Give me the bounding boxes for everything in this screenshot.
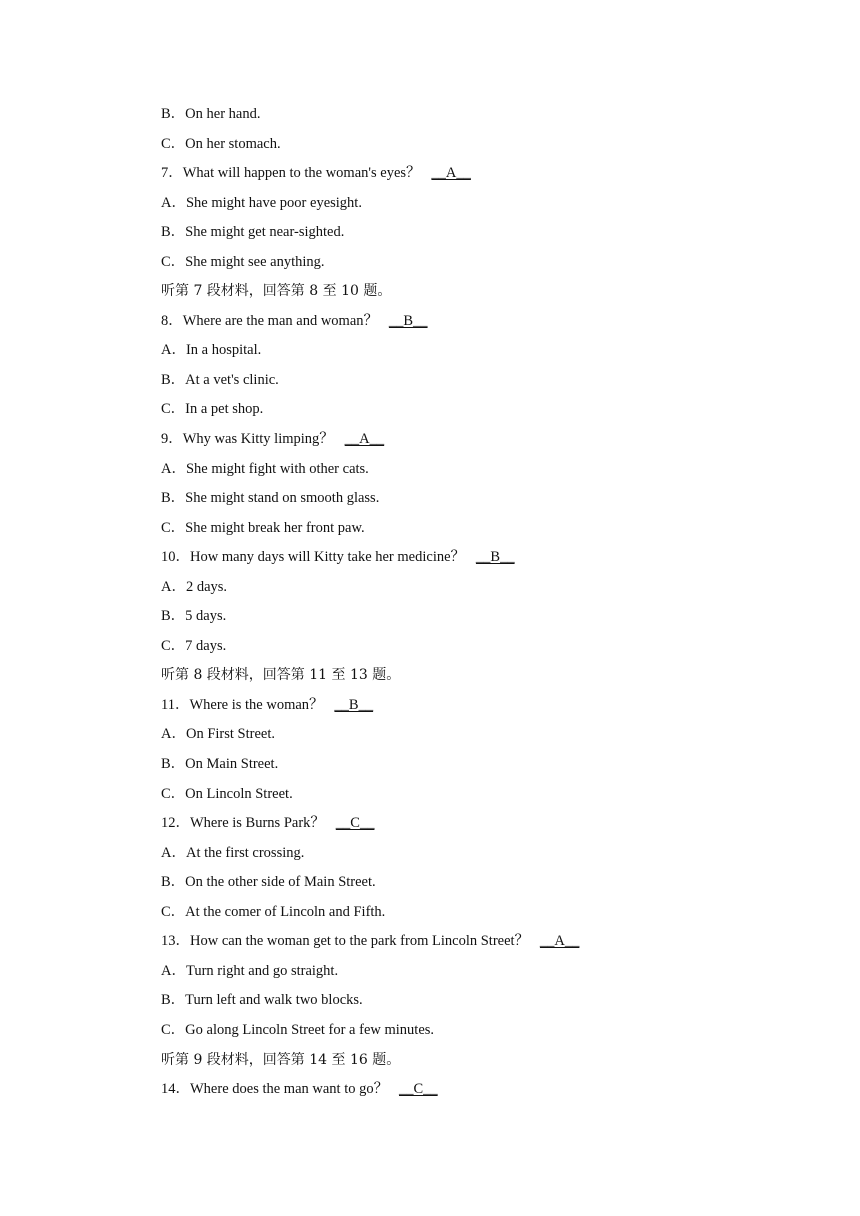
question-line [161,813,801,843]
answer-gap [465,549,476,565]
answer-gap [388,1081,399,1097]
option-line: B．5 days. [161,608,227,625]
option-line: A．At the first crossing. [161,844,305,861]
question-text: 13．How can the woman get to the park from Lincoln Street？ [161,933,530,950]
section-heading: 听第 9 段材料，回答第 14 至 16 题。 [161,1051,401,1068]
question-text: 8．Where are the man and woman？ [161,312,379,329]
option-line: C．On Lincoln Street. [161,785,293,802]
answer-gap [324,697,335,713]
option-line: B．On Main Street. [161,756,279,773]
answer-gap [529,933,540,949]
question-text: 10．How many days will Kitty take her medicine？ [161,549,466,566]
option-line: B．On her hand. [161,106,261,122]
question-line [161,931,801,961]
question-line [161,547,801,577]
answer-blank: __C__ [398,1081,438,1098]
question-line [161,1079,801,1109]
answer-blank: __A__ [431,165,471,182]
option-line: A．She might fight with other cats. [161,460,369,477]
question-line [161,429,801,459]
answer-gap [334,431,345,447]
answer-blank: __A__ [344,431,385,448]
answer-blank: __B__ [334,696,374,713]
option-line: C．Go along Lincoln Street for a few minutes. [161,1021,435,1038]
option-line: C．7 days. [161,637,227,654]
question-text: 7．What will happen to the woman's eyes？ [161,165,421,182]
question-text: 12．Where is Burns Park？ [161,815,325,832]
question-line [161,695,801,725]
answer-gap [421,165,432,181]
option-line: C．She might break her front paw. [161,519,365,536]
option-line: B．Turn left and walk two blocks. [161,992,363,1009]
option-line: A．Turn right and go straight. [161,962,339,979]
option-line: A．She might have poor eyesight. [161,194,362,211]
option-line: A．2 days. [161,578,228,595]
question-list [161,104,801,1109]
answer-gap [378,313,389,329]
answer-blank: __C__ [335,815,375,832]
answer-blank: __A__ [539,933,580,950]
option-line: B．On the other side of Main Street. [161,874,376,891]
option-line: B．She might stand on smooth glass. [161,490,380,507]
option-line: C．On her stomach. [161,135,281,152]
answer-blank: __B__ [475,549,515,566]
option-line: A．In a hospital. [161,342,262,359]
answer-gap [325,815,336,831]
option-line: B．At a vet's clinic. [161,371,279,388]
question-line [161,163,801,193]
section-heading: 听第 8 段材料，回答第 11 至 13 题。 [161,667,401,684]
answer-blank: __B__ [388,312,428,329]
option-line: C．At the comer of Lincoln and Fifth. [161,903,386,920]
question-text: 9．Why was Kitty limping？ [161,431,334,448]
option-line: B．She might get near-sighted. [161,224,345,241]
option-line: A．On First Street. [161,726,275,743]
section-heading: 听第 7 段材料，回答第 8 至 10 题。 [161,283,392,300]
question-line [161,311,801,341]
question-text: 14．Where does the man want to go？ [161,1081,389,1098]
question-text: 11．Where is the woman？ [161,696,324,713]
option-line: C．In a pet shop. [161,401,264,418]
option-line: C．She might see anything. [161,253,325,270]
